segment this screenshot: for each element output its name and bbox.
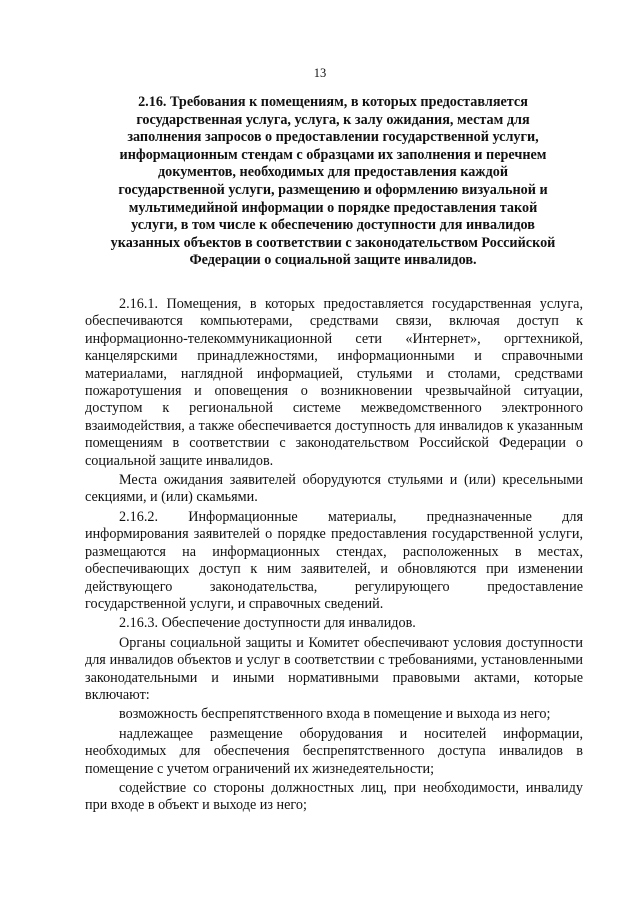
list-item-official-assistance: содействие со стороны должностных лиц, при необходимости, инвалиду при входе в объект и выходе из него; [85, 779, 583, 814]
paragraph-accessibility-conditions: Органы социальной защиты и Комитет обеспечивают условия доступности для инвалидов объектов и услуг в соответствии с требованиями, установленными законодательными и иными нормативными правовыми актами, которые включают: [85, 634, 583, 703]
paragraph-2-16-1: 2.16.1. Помещения, в которых предоставляется государственная услуга, обеспечиваются компьютерами, средствами связи, включая доступ к информационно-телекоммуникационной сети «Интернет», оргтехникой, канцелярскими принадлежностями, информационными и справочными материалами, наглядной информацией, стульями и столами, средствами пожаротушения и оповещения о возникновении чрезвычайной ситуации, доступом к региональной системе межведомственного электронного взаимодействия, а также обеспечивается доступность для инвалидов к указанным помещениям в соответствии с законодательством Российской Федерации о социальной защите инвалидов. [85, 296, 583, 469]
paragraph-2-16-3: 2.16.3. Обеспечение доступности для инвалидов. [119, 615, 416, 632]
page-number: 13 [313, 66, 327, 80]
paragraph-waiting-areas: Места ожидания заявителей оборудуются стульями и (или) кресельными секциями, и (или) скамьями. [85, 472, 583, 506]
list-item-entry-exit: возможность беспрепятственного входа в помещение и выхода из него; [119, 706, 551, 723]
paragraph-2-16-2: 2.16.2. Информационные материалы, предназначенные для информирования заявителей о порядке предоставления государственной услуги, размещаются на информационных стендах, расположенных в местах, обеспечивающих доступ к ним заявителей, и обновляются при изменении действующего законодательства, регулирующего предоставление государственной услуги, и справочных сведений. [85, 508, 583, 612]
list-item-equipment-placement: надлежащее размещение оборудования и носителей информации, необходимых для обеспечения беспрепятственного доступа инвалидов в помещение с учетом ограничений их жизнедеятельности; [85, 725, 583, 777]
document-body [85, 296, 583, 815]
section-heading: 2.16. Требования к помещениям, в которых предоставляется государственная услуга, услуга, к залу ожидания, местам для заполнения запросов о предоставлении государственной услуги, информационным стендам с образцами их заполнения и перечнем документов, необходимых для предоставления каждой государственной услуги, размещению и оформлению визуальной и мультимедийной информации о порядке предоставления такой услуги, в том числе к обеспечению доступности для инвалидов указанных объектов в соответствии с законодательством Российской Федерации о социальной защите инвалидов. [110, 94, 556, 269]
